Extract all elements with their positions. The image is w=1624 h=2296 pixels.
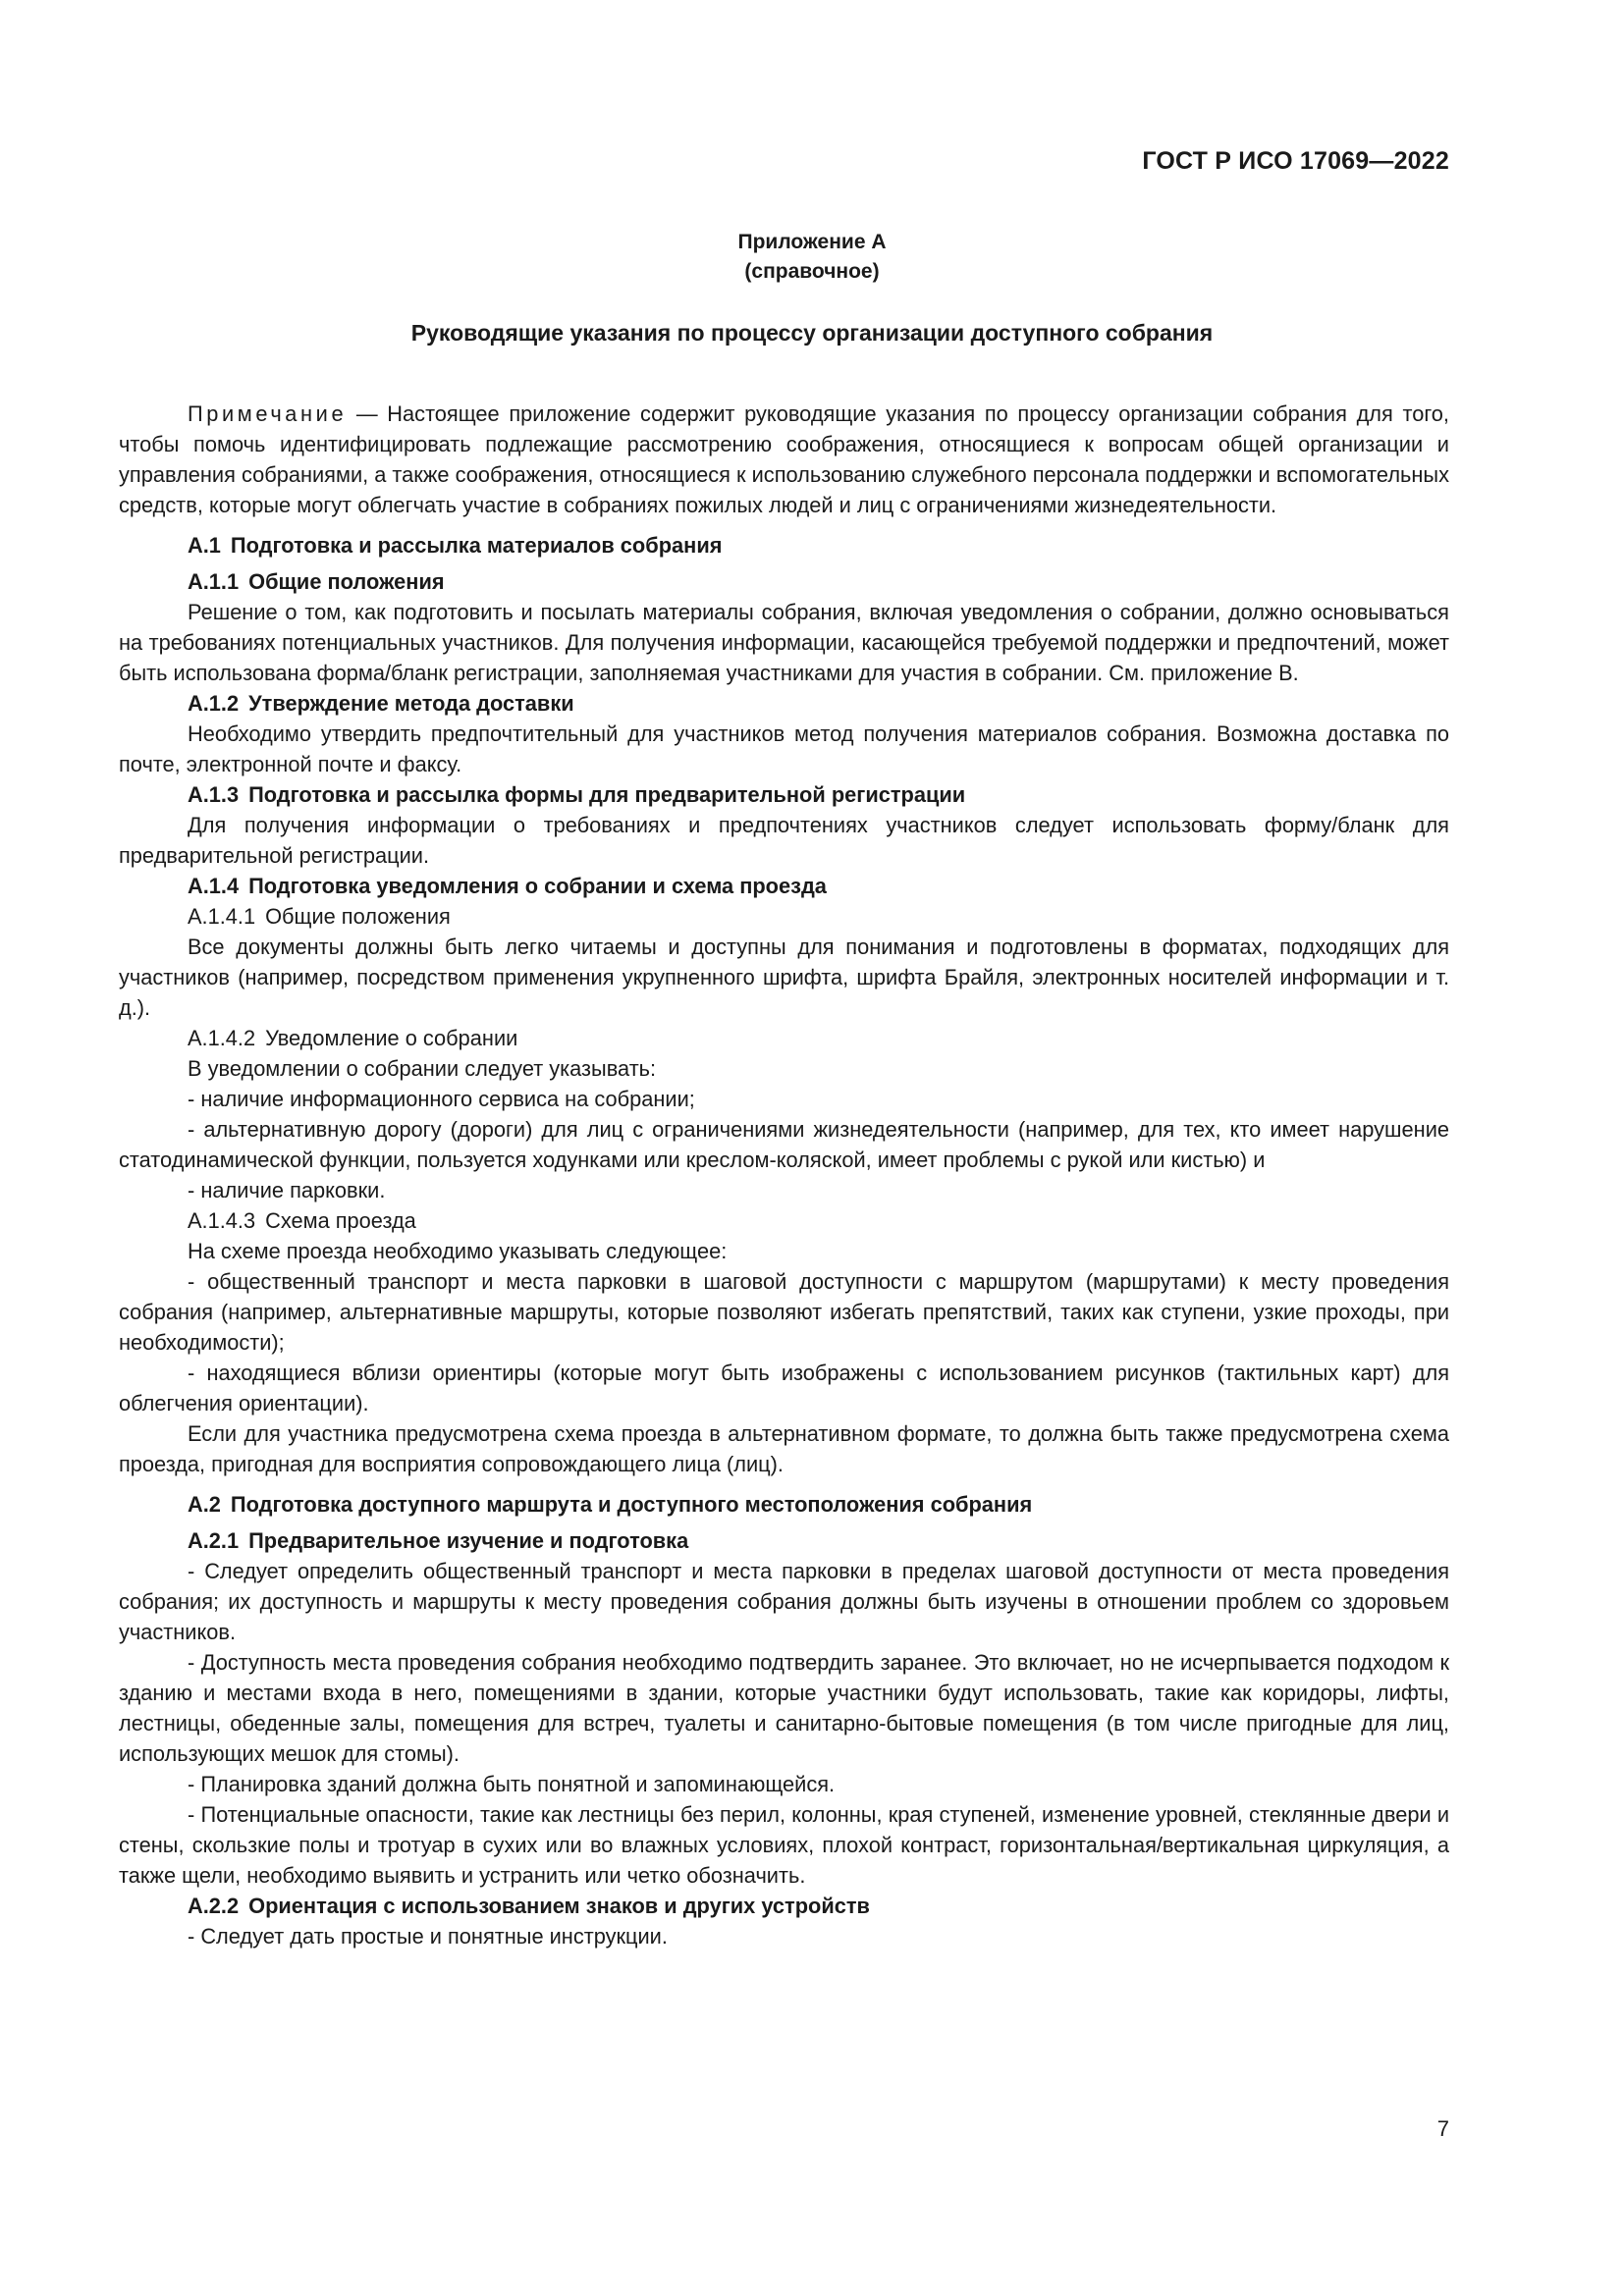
subsection-heading-a2-1: А.2.1 Предварительное изучение и подготовка bbox=[188, 1528, 689, 1553]
annex-label: Приложение А bbox=[737, 231, 887, 253]
paragraph: На схеме проезда необходимо указывать следующее: bbox=[188, 1239, 728, 1263]
section-heading-a2: А.2 Подготовка доступного маршрута и доступного местоположения собрания bbox=[188, 1492, 1033, 1517]
clause-heading-a1-4-3: А.1.4.3 Схема проезда bbox=[188, 1208, 416, 1233]
annex-title: Руководящие указания по процессу организации доступного собрания bbox=[410, 320, 1214, 346]
paragraph: Для получения информации о требованиях и предпочтениях участников следует использовать форму/бланк для предварительной регистрации. bbox=[119, 813, 1449, 868]
list-item: - наличие парковки. bbox=[188, 1178, 386, 1202]
paragraph: Решение о том, как подготовить и посылать материалы собрания, включая уведомления о собрании, должно основываться на требованиях потенциальных участников. Для получения информации, касающейся требуемой поддержки и предпочтений, может быть использована форма/бланк регистрации, заполняемая участниками для участия в собрании. См. приложение В. bbox=[119, 600, 1449, 685]
paragraph: Если для участника предусмотрена схема проезда в альтернативном формате, то должна быть также предусмотрена схема проезда, пригодная для восприятия сопровождающего лица (лиц). bbox=[119, 1421, 1449, 1476]
list-item: - Следует определить общественный транспорт и места парковки в пределах шаговой доступности от места проведения собрания; их доступность и маршруты к месту проведения собрания должны быть изучены в отношении проблем со здоровьем участников. bbox=[119, 1559, 1449, 1644]
page-number: 7 bbox=[1436, 2116, 1449, 2141]
note-text: — Настоящее приложение содержит руководящие указания по процессу организации собрания для того, чтобы помочь идентифицировать подлежащие рассмотрению соображения, относящиеся к вопросам общей организации и управления собраниями, а также соображения, относящиеся к использованию служебного персонала поддержки и вспомогательных средств, которые могут облегчать участие в собраниях пожилых людей и лиц с ограничениями жизнедеятельности. bbox=[119, 401, 1449, 517]
standard-code: ГОСТ Р ИСО 17069—2022 bbox=[1142, 147, 1449, 175]
section-heading-a1: А.1 Подготовка и рассылка материалов собрания bbox=[188, 533, 723, 558]
list-item: - наличие информационного сервиса на собрании; bbox=[188, 1087, 695, 1111]
paragraph: Необходимо утвердить предпочтительный для участников метод получения материалов собрания. Возможна доставка по почте, электронной почте и факсу. bbox=[119, 721, 1449, 776]
document-body bbox=[119, 399, 1449, 1951]
subsection-heading-a1-4: А.1.4 Подготовка уведомления о собрании и схема проезда bbox=[188, 874, 827, 898]
list-item: - находящиеся вблизи ориентиры (которые могут быть изображены с использованием рисунков (тактильных карт) для облегчения ориентации). bbox=[119, 1361, 1449, 1415]
annex-heading bbox=[0, 228, 1624, 287]
list-item: - альтернативную дорогу (дороги) для лиц с ограничениями жизнедеятельности (например, для тех, кто имеет нарушение статодинамической функции, пользуется ходунками или креслом-коляской, имеет проблемы с рукой или кистью) и bbox=[119, 1117, 1449, 1172]
list-item: - Следует дать простые и понятные инструкции. bbox=[188, 1924, 668, 1949]
note-label: Примечание bbox=[188, 401, 348, 426]
annex-status: (справочное) bbox=[744, 260, 880, 283]
note-paragraph bbox=[119, 399, 1449, 520]
subsection-heading-a1-1: А.1.1 Общие положения bbox=[188, 569, 445, 594]
subsection-heading-a1-3: А.1.3 Подготовка и рассылка формы для предварительной регистрации bbox=[188, 782, 966, 807]
list-item: - общественный транспорт и места парковки в шаговой доступности с маршрутом (маршрутами) к месту проведения собрания (например, альтернативные маршруты, которые позволяют избегать препятствий, таких как ступени, узкие проходы, при необходимости); bbox=[119, 1269, 1449, 1355]
paragraph: В уведомлении о собрании следует указывать: bbox=[188, 1056, 657, 1081]
list-item: - Потенциальные опасности, такие как лестницы без перил, колонны, края ступеней, изменение уровней, стеклянные двери и стены, скользкие полы и тротуар в сухих или во влажных условиях, плохой контраст, горизонтальная/вертикальная циркуляция, а также щели, необходимо выявить и устранить или четко обозначить. bbox=[119, 1802, 1449, 1888]
subsection-heading-a1-2: А.1.2 Утверждение метода доставки bbox=[188, 691, 574, 716]
clause-heading-a1-4-2: А.1.4.2 Уведомление о собрании bbox=[188, 1026, 518, 1050]
paragraph: Все документы должны быть легко читаемы и доступны для понимания и подготовлены в форматах, подходящих для участников (например, посредством применения укрупненного шрифта, шрифта Брайля, электронных носителей информации и т. д.). bbox=[119, 934, 1449, 1020]
clause-heading-a1-4-1: А.1.4.1 Общие положения bbox=[188, 904, 451, 929]
subsection-heading-a2-2: А.2.2 Ориентация с использованием знаков и других устройств bbox=[188, 1894, 870, 1918]
list-item: - Доступность места проведения собрания необходимо подтвердить заранее. Это включает, но не исчерпывается подходом к зданию и местами входа в него, помещениями в здании, которые участники будут использовать, такие как коридоры, лифты, лестницы, обеденные залы, помещения для встреч, туалеты и санитарно-бытовые помещения (в том числе пригодные для лиц, использующих мешок для стомы). bbox=[119, 1650, 1449, 1766]
list-item: - Планировка зданий должна быть понятной и запоминающейся. bbox=[188, 1772, 836, 1796]
